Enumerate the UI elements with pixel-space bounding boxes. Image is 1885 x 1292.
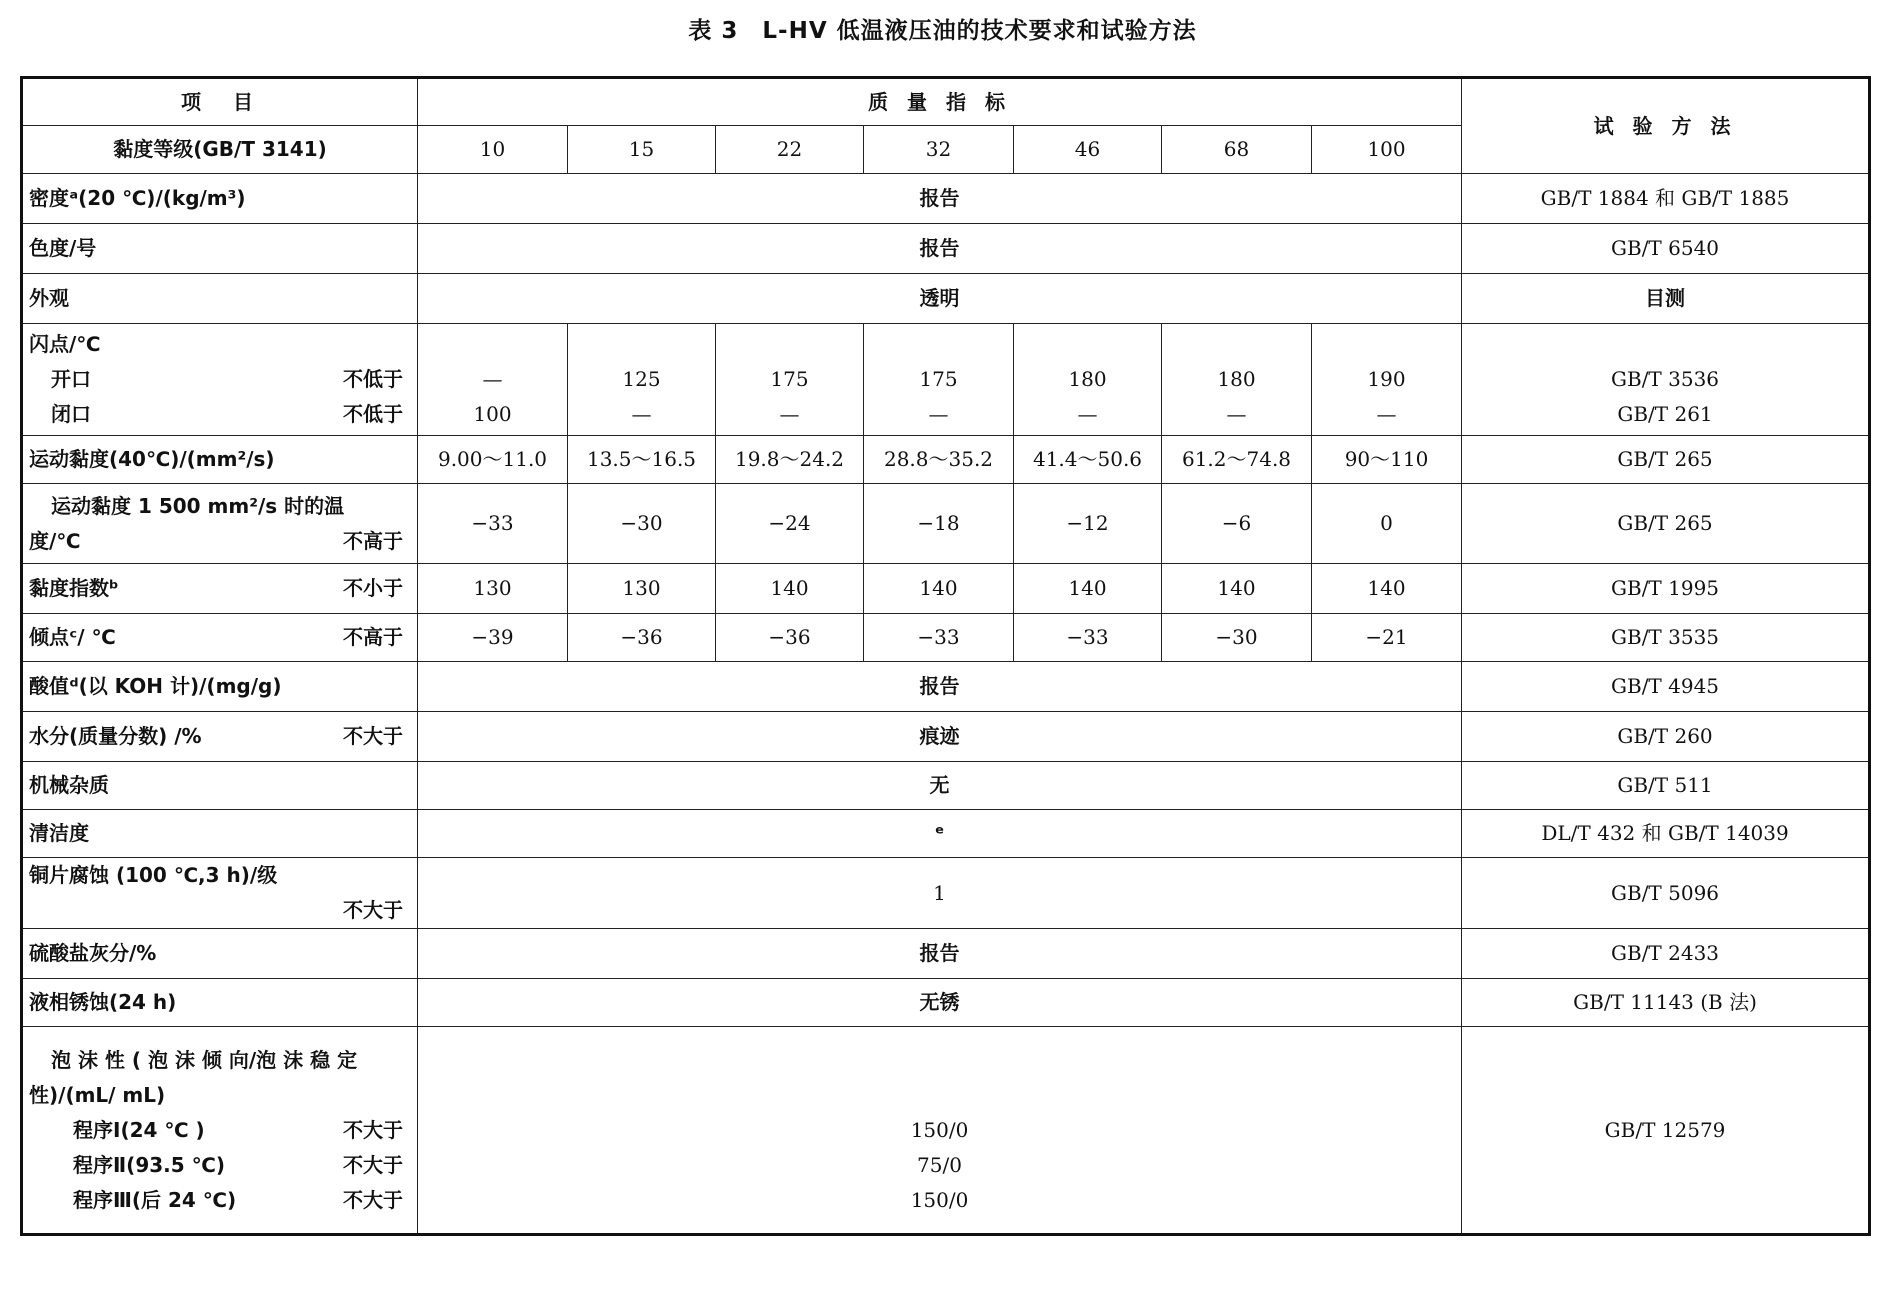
vi-label: 黏度指数ᵇ [29, 576, 119, 600]
flash-open-limit: 不低于 [343, 367, 403, 391]
pour-value: −33 [864, 614, 1014, 662]
temp-1500-method: GB/T 265 [1462, 484, 1870, 564]
flash-closed-value: — [1077, 402, 1098, 426]
row-liquid-rust [22, 979, 1870, 1027]
grade-cell: 68 [1162, 126, 1312, 174]
kin-visc-value: 90～110 [1312, 436, 1462, 484]
pour-line [29, 620, 411, 655]
temp-1500-value: −33 [418, 484, 568, 564]
acid-method: GB/T 4945 [1462, 662, 1870, 712]
temp-1500-label-line2: 度/℃ [29, 528, 81, 553]
header-method: 试 验 方 法 [1462, 78, 1870, 174]
kin-visc-value: 28.8～35.2 [864, 436, 1014, 484]
impurity-value: 无 [418, 762, 1462, 810]
vi-value: 130 [568, 564, 716, 614]
copper-label: 铜片腐蚀 (100 ℃,3 h)/级 [29, 863, 278, 887]
kin-visc-method: GB/T 265 [1462, 436, 1870, 484]
flash-cell [418, 324, 568, 436]
foam-seq1-label: 程序Ⅰ(24 ℃ ) [73, 1117, 205, 1142]
sulfated-ash-method: GB/T 2433 [1462, 929, 1870, 979]
vi-value: 130 [418, 564, 568, 614]
row-temp-1500 [22, 484, 1870, 564]
flash-closed-value: — [631, 402, 652, 426]
temp-1500-value: −18 [864, 484, 1014, 564]
rust-label: 液相锈蚀(24 h) [22, 979, 418, 1027]
flash-cell [716, 324, 864, 436]
kin-visc-value: 13.5～16.5 [568, 436, 716, 484]
grade-cell: 100 [1312, 126, 1462, 174]
flash-method-cell [1462, 324, 1870, 436]
color-label: 色度/号 [22, 224, 418, 274]
foam-seq2-line [29, 1148, 411, 1183]
foam-seq1-value: 150/0 [910, 1117, 969, 1142]
water-method: GB/T 260 [1462, 712, 1870, 762]
flash-open-value: 190 [1367, 367, 1406, 391]
temp-1500-value: −24 [716, 484, 864, 564]
acid-value: 报告 [418, 662, 1462, 712]
flash-closed-value: — [1226, 402, 1247, 426]
temp-1500-label-line2-wrap [29, 524, 411, 559]
kin-visc-value: 41.4～50.6 [1014, 436, 1162, 484]
cleanliness-method: DL/T 432 和 GB/T 14039 [1462, 810, 1870, 858]
flash-open-value: 175 [770, 367, 809, 391]
flash-cell [1312, 324, 1462, 436]
flash-cell [864, 324, 1014, 436]
density-label: 密度ᵃ(20 ℃)/(kg/m³) [22, 174, 418, 224]
foam-seq3-limit: 不大于 [343, 1187, 403, 1212]
flash-cell [1014, 324, 1162, 436]
header-item: 项 目 [22, 78, 418, 126]
foam-label-cell [22, 1027, 418, 1235]
flash-closed-value: — [779, 402, 800, 426]
copper-method: GB/T 5096 [1462, 858, 1870, 929]
color-method: GB/T 6540 [1462, 224, 1870, 274]
flash-method-open: GB/T 3536 [1611, 367, 1720, 391]
vi-label-cell [22, 564, 418, 614]
row-acid-value [22, 662, 1870, 712]
water-label-cell [22, 712, 418, 762]
flash-open-value: 125 [622, 367, 661, 391]
row-flash-point [22, 324, 1870, 436]
flash-method-closed: GB/T 261 [1617, 402, 1713, 426]
temp-1500-limit: 不高于 [343, 528, 403, 553]
appearance-label: 外观 [22, 274, 418, 324]
water-line [29, 719, 411, 754]
kin-visc-label: 运动黏度(40℃)/(mm²/s) [22, 436, 418, 484]
pour-limit: 不高于 [343, 625, 403, 649]
water-label: 水分(质量分数) /% [29, 724, 202, 748]
vi-line [29, 571, 411, 606]
density-value: 报告 [418, 174, 1462, 224]
grade-cell: 22 [716, 126, 864, 174]
table-title: 表 3 L-HV 低温液压油的技术要求和试验方法 [688, 18, 1197, 44]
pour-value: −39 [418, 614, 568, 662]
temp-1500-value: −6 [1162, 484, 1312, 564]
row-appearance [22, 274, 1870, 324]
color-value: 报告 [418, 224, 1462, 274]
copper-value: 1 [418, 858, 1462, 929]
flash-open-line [29, 362, 411, 397]
pour-label-cell [22, 614, 418, 662]
foam-values-cell [418, 1027, 1462, 1235]
vi-value: 140 [1162, 564, 1312, 614]
row-water [22, 712, 1870, 762]
flash-closed-label: 闭口 [51, 402, 91, 426]
pour-value: −36 [568, 614, 716, 662]
row-viscosity-index [22, 564, 1870, 614]
vi-value: 140 [716, 564, 864, 614]
temp-1500-label-cell [22, 484, 418, 564]
pour-value: −33 [1014, 614, 1162, 662]
rust-method: GB/T 11143 (B 法) [1462, 979, 1870, 1027]
pour-label: 倾点ᶜ/ ℃ [29, 625, 116, 649]
foam-seq1-limit: 不大于 [343, 1117, 403, 1142]
density-method: GB/T 1884 和 GB/T 1885 [1462, 174, 1870, 224]
cleanliness-label: 清洁度 [22, 810, 418, 858]
vi-value: 140 [864, 564, 1014, 614]
kin-visc-value: 9.00～11.0 [418, 436, 568, 484]
temp-1500-label-line1: 运动黏度 1 500 mm²/s 时的温 [51, 493, 345, 518]
vi-value: 140 [1014, 564, 1162, 614]
vi-value: 140 [1312, 564, 1462, 614]
row-kinematic-viscosity [22, 436, 1870, 484]
foam-label-line1: 泡 沫 性 ( 泡 沫 倾 向/泡 沫 稳 定 [51, 1047, 358, 1072]
flash-open-value: 180 [1217, 367, 1256, 391]
appearance-method: 目测 [1462, 274, 1870, 324]
foam-seq1-line [29, 1113, 411, 1148]
row-foam [22, 1027, 1870, 1235]
impurity-label: 机械杂质 [22, 762, 418, 810]
flash-cell [568, 324, 716, 436]
header-row-1 [22, 78, 1870, 126]
impurity-method: GB/T 511 [1462, 762, 1870, 810]
flash-label-cell [22, 324, 418, 436]
foam-method: GB/T 12579 [1462, 1027, 1870, 1235]
rust-value: 无锈 [418, 979, 1462, 1027]
pour-value: −30 [1162, 614, 1312, 662]
acid-label: 酸值ᵈ(以 KOH 计)/(mg/g) [22, 662, 418, 712]
grade-cell: 10 [418, 126, 568, 174]
water-limit: 不大于 [343, 724, 403, 748]
grade-cell: 15 [568, 126, 716, 174]
appearance-value: 透明 [418, 274, 1462, 324]
flash-closed-value: — [928, 402, 949, 426]
pour-value: −21 [1312, 614, 1462, 662]
sulfated-ash-value: 报告 [418, 929, 1462, 979]
flash-open-value: 175 [919, 367, 958, 391]
grade-cell: 32 [864, 126, 1014, 174]
vi-method: GB/T 1995 [1462, 564, 1870, 614]
water-value: 痕迹 [418, 712, 1462, 762]
flash-label: 闪点/℃ [29, 332, 101, 356]
foam-seq2-value: 75/0 [917, 1152, 962, 1177]
row-pour-point [22, 614, 1870, 662]
foam-seq2-limit: 不大于 [343, 1152, 403, 1177]
temp-1500-value: −12 [1014, 484, 1162, 564]
row-impurity [22, 762, 1870, 810]
cleanliness-value: ᵉ [418, 810, 1462, 858]
foam-seq3-value: 150/0 [910, 1187, 969, 1212]
flash-closed-value: — [1376, 402, 1397, 426]
row-copper-corrosion [22, 858, 1870, 929]
flash-open-value: 180 [1068, 367, 1107, 391]
foam-seq3-label: 程序Ⅲ(后 24 ℃) [73, 1187, 237, 1212]
flash-closed-line [29, 397, 411, 432]
row-sulfated-ash [22, 929, 1870, 979]
temp-1500-value: −30 [568, 484, 716, 564]
row-density [22, 174, 1870, 224]
kin-visc-value: 19.8～24.2 [716, 436, 864, 484]
pour-value: −36 [716, 614, 864, 662]
grade-cell: 46 [1014, 126, 1162, 174]
flash-closed-limit: 不低于 [343, 402, 403, 426]
spec-table [20, 76, 1871, 1236]
flash-open-label: 开口 [51, 367, 91, 391]
foam-label-line2: 性)/(mL/ mL) [29, 1082, 166, 1107]
flash-open-value: — [482, 367, 503, 391]
foam-seq2-label: 程序Ⅱ(93.5 ℃) [73, 1152, 225, 1177]
copper-limit: 不大于 [343, 898, 403, 922]
pour-method: GB/T 3535 [1462, 614, 1870, 662]
flash-closed-value: 100 [473, 402, 512, 426]
kin-visc-value: 61.2～74.8 [1162, 436, 1312, 484]
row-color [22, 224, 1870, 274]
sulfated-ash-label: 硫酸盐灰分/% [22, 929, 418, 979]
header-quality: 质 量 指 标 [418, 78, 1462, 126]
row-cleanliness [22, 810, 1870, 858]
foam-seq3-line [29, 1183, 411, 1218]
temp-1500-value: 0 [1312, 484, 1462, 564]
grade-label: 黏度等级(GB/T 3141) [22, 126, 418, 174]
copper-label-cell [22, 858, 418, 929]
flash-cell [1162, 324, 1312, 436]
vi-limit: 不小于 [343, 576, 403, 600]
